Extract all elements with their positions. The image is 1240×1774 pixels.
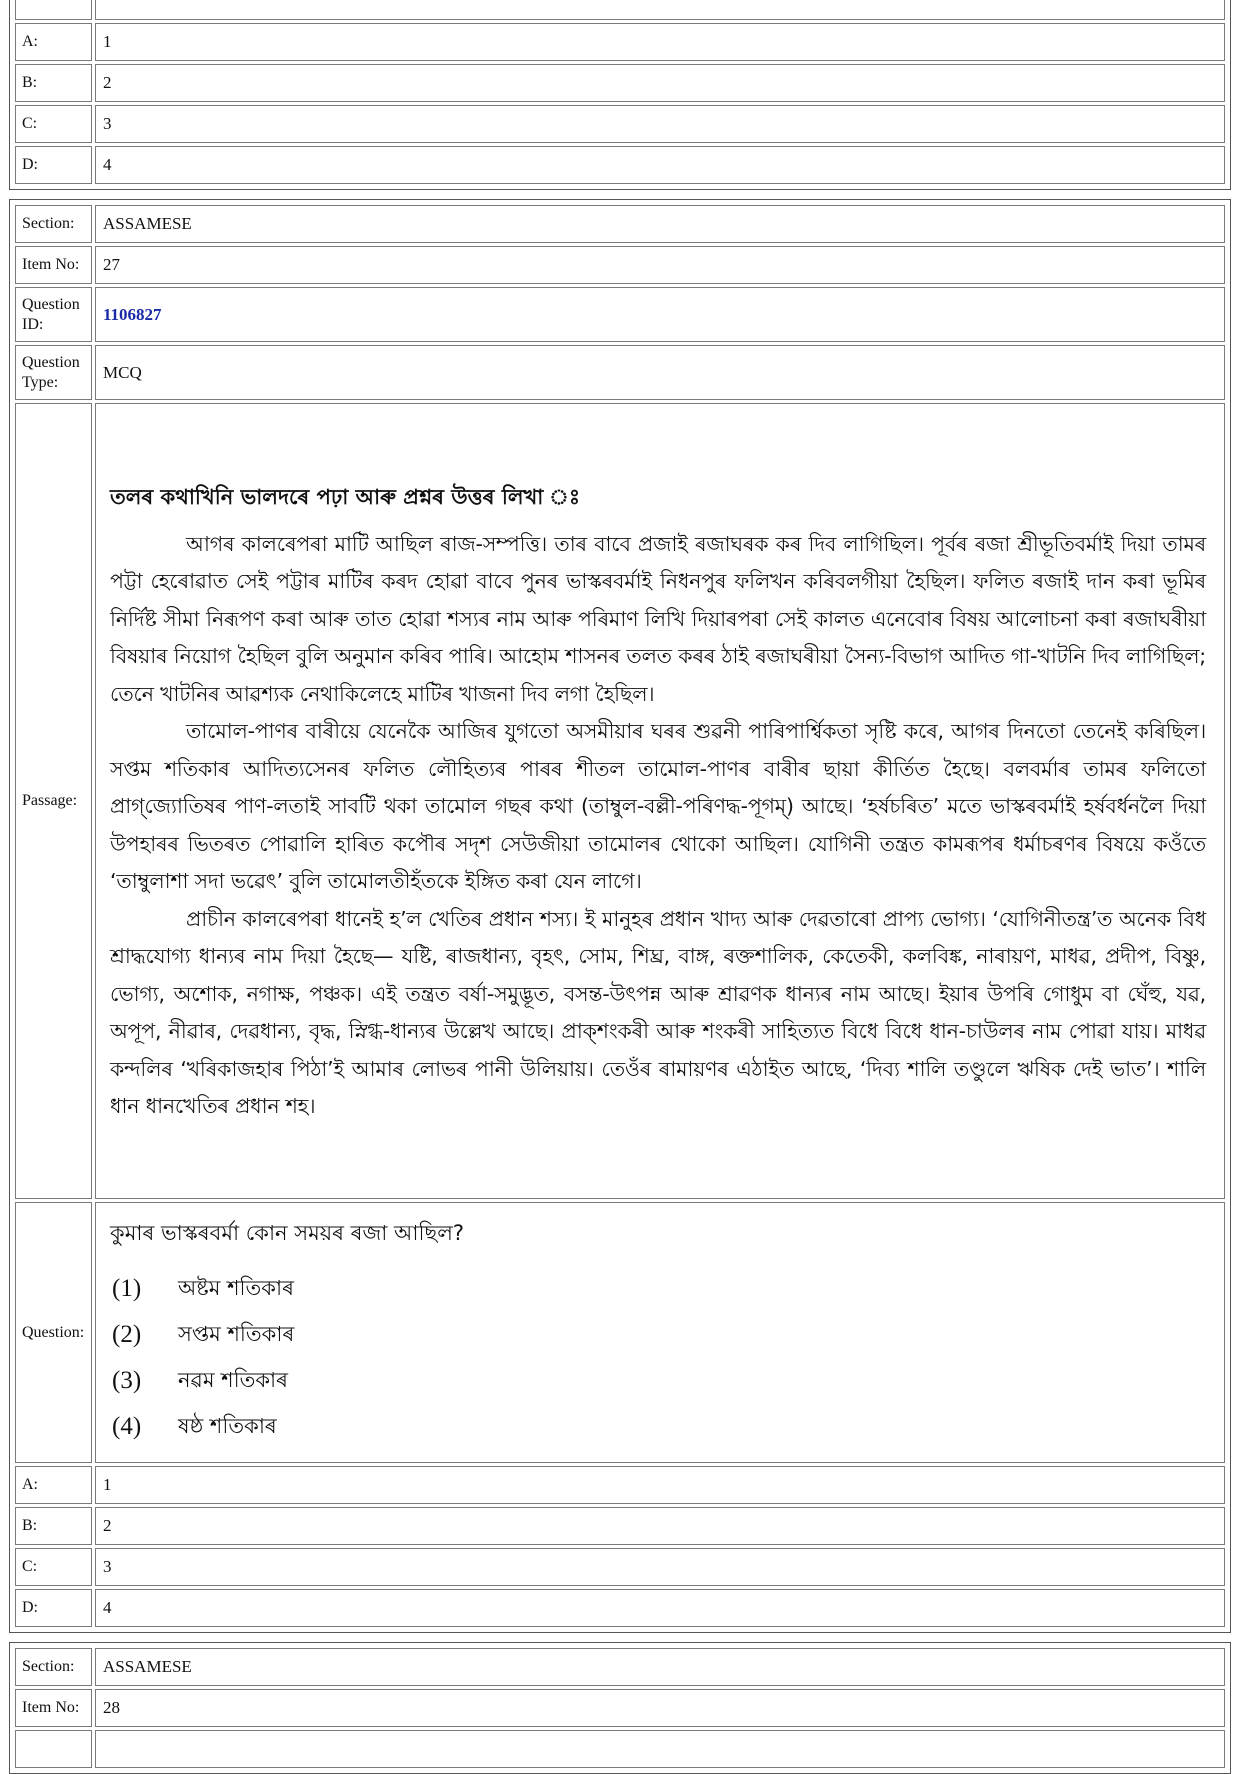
question-text: কুমাৰ ভাস্কৰবৰ্মা কোন সময়ৰ ৰজা আছিল? [110, 1221, 465, 1245]
cut-row-label [15, 1730, 92, 1768]
answer-a-value: 1 [95, 23, 1225, 61]
option-3-text: নৱম শতিকাৰ [178, 1367, 288, 1392]
question-id-label: Question ID: [15, 287, 92, 342]
passage-heading: তলৰ কথাখিনি ভালদৰে পঢ়া আৰু প্ৰশ্নৰ উত্তৰ লিখা ঃ [110, 484, 581, 509]
item-no-value: 28 [95, 1689, 1225, 1727]
question-cell [95, 1202, 1225, 1463]
option-4-number: (4) [112, 1413, 142, 1440]
section-label: Section: [15, 1648, 92, 1686]
answer-d-value: 4 [95, 146, 1225, 184]
answer-c-label: C: [15, 1548, 92, 1586]
item-no-label: Item No: [15, 1689, 92, 1727]
answer-d-label: D: [15, 146, 92, 184]
option-2-number: (2) [112, 1321, 142, 1348]
cut-row-label [15, 0, 92, 20]
answer-a-label: A: [15, 23, 92, 61]
previous-question-table [9, 0, 1231, 190]
question-label: Question: [15, 1202, 92, 1463]
section-label: Section: [15, 205, 92, 243]
question-id-value: 1106827 [95, 287, 1225, 342]
answer-c-value: 3 [95, 1548, 1225, 1586]
answer-a-label: A: [15, 1466, 92, 1504]
option-1-text: অষ্টম শতিকাৰ [178, 1275, 294, 1300]
passage-paragraph-3: প্ৰাচীন কালৰেপৰা ধানেই হ’ল খেতিৰ প্ৰধান শস্য। ই মানুহৰ প্ৰধান খাদ্য আৰু দেৱতাৰো প্ৰাপ্য ভোগ্য। ‘যোগিনীতন্ত্ৰ’ত অনেক বিধ শ্ৰাদ্ধযোগ্য ধান্যৰ নাম দিয়া হৈছে— যষ্টি, ৰাজধান্য, বৃহৎ, সোম, শিঘ্ৰ, বাঙ্গ, ৰক্তশালিক, কেতেকী, কলবিঙ্ক, নাৰায়ণ, মাধৱ, প্ৰদীপ, বিষ্ণু, ভোগ্য, অশোক, নগাক্ষ, পঞ্চক। এই তন্ত্ৰত বৰ্ষা-সমুদ্ভূত, বসন্ত-উৎপন্ন আৰু শ্ৰাৱণক ধান্যৰ নাম আছে। ইয়াৰ উপৰি গোধুম বা ঘেঁহু, যৱ, অপূপ, নীৱাৰ, দেৱধান্য, বৃদ্ধ, স্নিগ্ধ-ধান্যৰ উল্লেখ আছে। প্ৰাক্‌শংকৰী আৰু শংকৰী সাহিত্যত বিধে বিধে ধান-চাউলৰ নাম পোৱা যায়। মাধৱ কন্দলিৰ ‘খৰিকাজহাৰ পিঠা’ই আমাৰ লোভৰ পানী উলিয়ায়। তেওঁৰ ৰামায়ণৰ এঠাইত আছে, ‘দিব্য শালি তণ্ডুলে ঋষিক দেই ভাত’। শালি ধান ধানখেতিৰ প্ৰধান শহ। [110, 906, 1206, 1118]
answer-b-label: B: [15, 64, 92, 102]
option-4 [110, 1404, 1210, 1450]
answer-b-label: B: [15, 1507, 92, 1545]
option-4-text: ষষ্ঠ শতিকাৰ [178, 1413, 277, 1438]
answer-d-value: 4 [95, 1589, 1225, 1627]
answer-c-value: 3 [95, 105, 1225, 143]
passage-paragraph-1: আগৰ কালৰেপৰা মাটি আছিল ৰাজ-সম্পত্তি। তাৰ বাবে প্ৰজাই ৰজাঘৰক কৰ দিব লাগিছিল। পূৰ্বৰ ৰজা শ্ৰীভূতিবৰ্মাই দিয়া তামৰ পট্টা হেৰোৱাত সেই পট্টাৰ মাটিৰ কৰদ হোৱা বাবে পুনৰ ভাস্কৰবৰ্মাই নিধনপুৰ ফলিখন কৰিবলগীয়া হৈছিল। ফলিত ৰজাই দান কৰা ভূমিৰ নিৰ্দিষ্ট সীমা নিৰূপণ কৰা আৰু তাত হোৱা শস্যৰ নাম আৰু পৰিমাণ লিখি দিয়াৰপৰা সেই কালত এনেবোৰ বিষয় আলোচনা কৰা ৰজাঘৰীয়া বিষয়াৰ নিয়োগ হৈছিল বুলি অনুমান কৰিব পাৰি। আহোম শাসনৰ তলত কৰৰ ঠাই ৰজাঘৰীয়া সৈন্য-বিভাগ আদিত গা-খাটনি দিব লাগিছিল; তেনে খাটনিৰ আৱশ্যক নেথাকিলেহে মাটিৰ খাজনা দিব লগা হৈছিল। [110, 531, 1207, 706]
option-2-text: সপ্তম শতিকাৰ [178, 1321, 295, 1346]
section-value: ASSAMESE [95, 1648, 1225, 1686]
question-table-28 [9, 1642, 1231, 1774]
question-type-value: MCQ [95, 345, 1225, 400]
question-table-27 [9, 199, 1231, 1633]
option-3-number: (3) [112, 1367, 142, 1394]
passage-paragraph-2: তামোল-পাণৰ বাৰীয়ে যেনেকৈ আজিৰ যুগতো অসমীয়াৰ ঘৰৰ শুৱনী পাৰিপাৰ্শ্বিকতা সৃষ্টি কৰে, আগৰ দিনতো তেনেই কৰিছিল। সপ্তম শতিকাৰ আদিত্যসেনৰ ফলিত লৌহিত্যৰ পাৰৰ শীতল তামোল-পাণৰ বাৰীৰ ছায়া কীৰ্তিত হৈছে। বলবৰ্মাৰ তামৰ ফলিতো প্ৰাগ্‌জ্যোতিষৰ পাণ-লতাই সাবটি থকা তামোল গছৰ কথা (তাম্বুল-বল্লী-পৰিণদ্ধ-পূগম্‌) আছে। ‘হৰ্ষচৰিত’ মতে ভাস্কৰবৰ্মাই হৰ্ষবৰ্ধনলৈ দিয়া উপহাৰৰ ভিতৰত পোৱালি হাৰিত কপৌৰ সদৃশ সেউজীয়া তামোলৰ থোকো আছিল। যোগিনী তন্ত্ৰত কামৰূপৰ ধৰ্মাচৰণৰ বিষয়ে কওঁতে ‘তাম্বুলাশা সদা ভৱেৎ’ বুলি তামোলতীহঁতকে ইঙ্গিত কৰা যেন লাগে। [110, 719, 1206, 893]
option-1 [110, 1266, 1210, 1312]
passage-cell [95, 403, 1225, 1199]
answer-c-label: C: [15, 105, 92, 143]
passage-label: Passage: [15, 403, 92, 1199]
option-3 [110, 1358, 1210, 1404]
answer-d-label: D: [15, 1589, 92, 1627]
answer-a-value: 1 [95, 1466, 1225, 1504]
answer-b-value: 2 [95, 1507, 1225, 1545]
section-value: ASSAMESE [95, 205, 1225, 243]
answer-b-value: 2 [95, 64, 1225, 102]
option-2 [110, 1312, 1210, 1358]
item-no-label: Item No: [15, 246, 92, 284]
question-type-label: Question Type: [15, 345, 92, 400]
cut-row-value [95, 1730, 1225, 1768]
cut-row-value [95, 0, 1225, 20]
item-no-value: 27 [95, 246, 1225, 284]
option-1-number: (1) [112, 1275, 142, 1302]
